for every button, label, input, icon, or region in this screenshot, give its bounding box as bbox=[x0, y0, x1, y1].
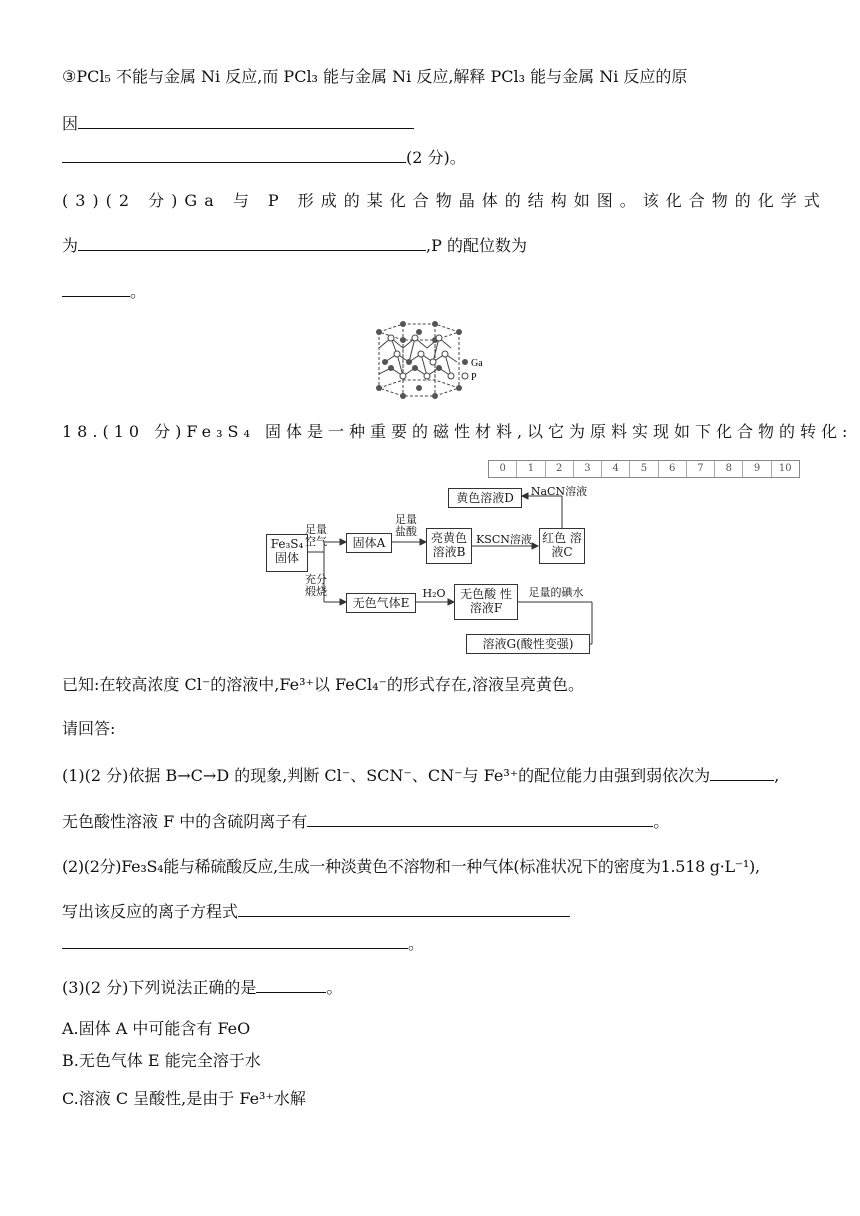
cond-hcl: 足量 盐酸 bbox=[395, 513, 417, 538]
ruler-tick: 8 bbox=[714, 461, 742, 477]
q18-part2-line2 bbox=[62, 900, 570, 923]
please-answer: 请回答: bbox=[62, 719, 116, 738]
formula-blank[interactable] bbox=[78, 234, 426, 251]
q18-part3-text: (3)(2 分)下列说法正确的是 bbox=[62, 978, 257, 997]
node-solid-a: 固体A bbox=[346, 533, 392, 553]
coordination-number-blank[interactable] bbox=[62, 280, 130, 297]
ruler-tick: 4 bbox=[601, 461, 629, 477]
q18-part3 bbox=[62, 976, 342, 999]
q17-line3 bbox=[62, 146, 466, 169]
q18-part2-line3-end: 。 bbox=[408, 934, 425, 953]
ruler-tick: 0 bbox=[499, 463, 506, 474]
cond-nacn: NaCN溶液 bbox=[530, 485, 588, 498]
node-gas-e: 无色气体E bbox=[346, 593, 416, 613]
ruler-tick: 1 bbox=[516, 461, 544, 477]
ligand-order-blank[interactable] bbox=[710, 764, 774, 781]
answer-blank[interactable] bbox=[78, 112, 414, 129]
q18-part1-end: , bbox=[774, 766, 780, 785]
q18-part2-line3 bbox=[62, 932, 424, 955]
q18-part1-text: (1)(2 分)依据 B→C→D 的现象,判断 Cl⁻、SCN⁻、CN⁻与 Fe³⁺的配位能力由强到弱依次为 bbox=[62, 766, 711, 785]
q17-part3-line2-mid: ,P 的配位数为 bbox=[426, 236, 527, 255]
ionic-equation-blank[interactable] bbox=[238, 900, 570, 917]
q18-part3-end: 。 bbox=[326, 978, 343, 997]
node-solution-c: 红色 溶液C bbox=[539, 528, 585, 564]
ruler-tick: 5 bbox=[629, 461, 657, 477]
ga-legend-dot bbox=[462, 359, 468, 365]
ionic-equation-blank-cont[interactable] bbox=[62, 932, 408, 949]
q17-part3-line3-suffix: 。 bbox=[130, 282, 147, 301]
q18-part2-line1: (2)(2分)Fe₃S₄能与稀硫酸反应,生成一种淡黄色不溶物和一种气体(标准状况下的密度为1.518 g·L⁻¹), bbox=[62, 857, 760, 876]
q17-line3-suffix: (2 分)。 bbox=[406, 148, 466, 167]
q18-part1-line2-text: 无色酸性溶液 F 中的含硫阴离子有 bbox=[62, 812, 308, 831]
cond-air: 足量 空气 bbox=[305, 523, 327, 548]
ruler bbox=[488, 460, 800, 478]
q17-line2 bbox=[62, 112, 414, 135]
ruler-tick: 3 bbox=[573, 461, 601, 477]
node-solution-d: 黄色溶液D bbox=[448, 488, 522, 508]
ruler-tick: 7 bbox=[686, 461, 714, 477]
ga-legend-label: Ga bbox=[471, 358, 483, 369]
sulfur-anion-blank[interactable] bbox=[307, 810, 653, 827]
q18-part1-line1 bbox=[62, 764, 779, 787]
q17-line2-prefix: 因 bbox=[62, 114, 79, 133]
q17-part3-line2 bbox=[62, 234, 527, 257]
cond-kscn: KSCN溶液 bbox=[476, 533, 532, 546]
node-solution-g: 溶液G(酸性变强) bbox=[466, 634, 590, 654]
node-solution-b: 亮黄色 溶液B bbox=[426, 528, 472, 564]
cond-h2o: H₂O bbox=[422, 587, 446, 600]
p-legend-dot bbox=[462, 373, 468, 379]
node-fe3s4-solid: Fe₃S₄ 固体 bbox=[266, 534, 308, 572]
cond-calcine: 充分 煅烧 bbox=[305, 573, 327, 598]
crystal-structure-figure bbox=[365, 318, 495, 402]
ruler-tick: 6 bbox=[658, 461, 686, 477]
choice-blank[interactable] bbox=[256, 976, 326, 993]
option-a: A.固体 A 中可能含有 FeO bbox=[62, 1019, 251, 1038]
q18-part1-line2 bbox=[62, 810, 669, 833]
ruler-tick: 10 bbox=[771, 461, 799, 477]
node-solution-f: 无色酸 性溶液F bbox=[454, 584, 518, 620]
option-c: C.溶液 C 呈酸性,是由于 Fe³⁺水解 bbox=[62, 1089, 306, 1108]
q18-part2-line2-text: 写出该反应的离子方程式 bbox=[62, 902, 239, 921]
q18-part1-line2-end: 。 bbox=[653, 812, 670, 831]
cond-iodine: 足量的碘水 bbox=[528, 586, 584, 599]
q17-part3-line3 bbox=[62, 280, 146, 303]
option-b: B.无色气体 E 能完全溶于水 bbox=[62, 1051, 261, 1070]
q18-intro: 18.(10 分)Fe₃S₄ 固体是一种重要的磁性材料,以它为原料实现如下化合物的转化: bbox=[62, 422, 853, 441]
answer-blank[interactable] bbox=[62, 146, 406, 163]
ruler-tick: 2 bbox=[545, 461, 573, 477]
ruler-tick: 9 bbox=[742, 461, 770, 477]
flow-diagram bbox=[262, 484, 602, 659]
known-statement: 已知:在较高浓度 Cl⁻的溶液中,Fe³⁺以 FeCl₄⁻的形式存在,溶液呈亮黄色。 bbox=[62, 675, 585, 694]
q17-part3-line1: (3)(2 分)Ga 与 P 形成的某化合物晶体的结构如图。该化合物的化学式 bbox=[62, 191, 827, 210]
q17-part3-line2-prefix: 为 bbox=[62, 236, 79, 255]
q17-line1: ③PCl₅ 不能与金属 Ni 反应,而 PCl₃ 能与金属 Ni 反应,解释 PCl₃ 能与金属 Ni 反应的原 bbox=[62, 67, 688, 86]
p-legend-label: P bbox=[471, 372, 477, 383]
